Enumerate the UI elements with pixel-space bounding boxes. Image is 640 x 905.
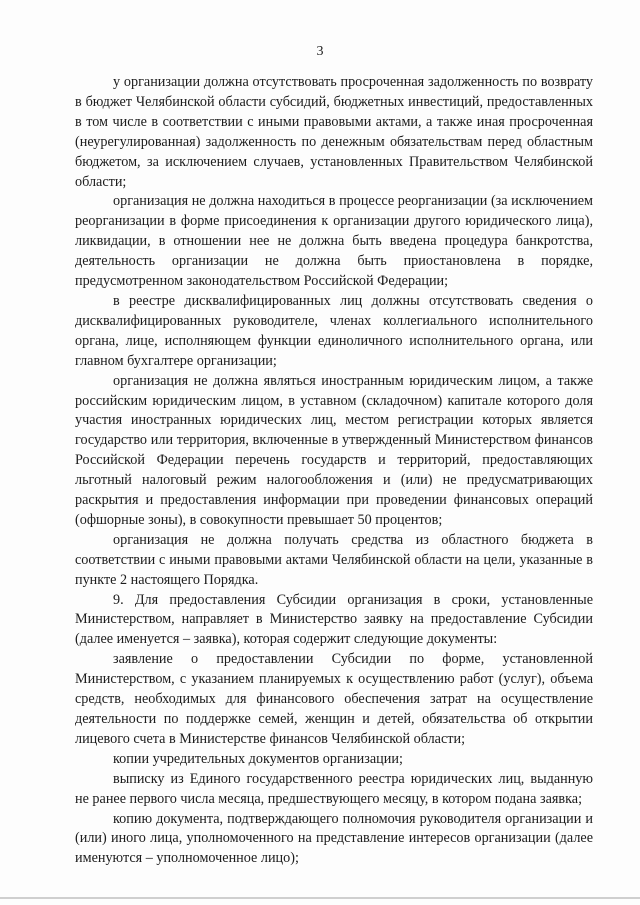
paragraph-application: заявление о предоставлении Субсидии по форме, установленной Министерством, с указанием планируемых к осуществлению работ (услуг), объема средств, необходимых для финансового обеспечения затрат на осуществление деятельности по поддержке семей, женщин и детей, обязательства об открытии лицевого счета в Министерстве финансов Челябинской области; (75, 651, 593, 747)
bottom-rule (0, 897, 640, 899)
paragraph-authority-document: копию документа, подтверждающего полномочия руководителя организации и (или) иного лица, уполномоченного на представление интересов организации (далее именуются – уполномоченное лицо); (75, 810, 593, 867)
paragraph-registry-extract: выписку из Единого государственного реестра юридических лиц, выданную не ранее первого числа месяца, предшествующего месяцу, в котором подана заявка; (75, 770, 593, 807)
page-number: 3 (316, 44, 324, 59)
paragraph-item-9: 9. Для предоставления Субсидии организация в сроки, установленные Министерством, направляет в Министерство заявку на предоставление Субсидии (далее именуется – заявка), которая содержит следующие документы: (75, 591, 593, 648)
paragraph-reorganization-requirement: организация не должна находиться в процессе реорганизации (за исключением реорганизации в форме присоединения к организации другого юридического лица), ликвидации, в отношении нее не должна быть введена процедура банкротства, деятельность организации не должна быть приостановлена в порядке, предусмотренном законодательством Российской Федерации; (75, 193, 593, 290)
paragraph-charter-copies: копии учредительных документов организации; (113, 750, 403, 767)
paragraph-no-other-funding: организация не должна получать средства из областного бюджета в соответствии с иными правовыми актами Челябинской области на цели, указанные в пункте 2 настоящего Порядка. (75, 531, 593, 588)
paragraph-disqualified-persons: в реестре дисквалифицированных лиц должны отсутствовать сведения о дисквалифицированных руководителе, членах коллегиального исполнительного органа, лице, исполняющем функции единоличного исполнительного органа, или главном бухгалтере организации; (75, 292, 593, 369)
paragraph-foreign-entity: организация не должна являться иностранным юридическим лицом, а также российским юридическим лицом, в уставном (складочном) капитале которого доля участия иностранных юридических лиц, местом регистрации которых является государство или территория, включенные в утвержденный Министерством финансов Российской Федерации перечень государств и территорий, предоставляющих льготный налоговый режим налогообложения и (или) не предусматривающих раскрытия и предоставления информации при проведении финансовых операций (офшорные зоны), в совокупности превышает 50 процентов; (75, 372, 593, 528)
document-body (75, 73, 593, 869)
paragraph-debt-requirement: у организации должна отсутствовать просроченная задолженность по возврату в бюджет Челябинской области субсидий, бюджетных инвестиций, предоставленных в том числе в соответствии с иными правовыми актами, а также иная просроченная (неурегулированная) задолженность по денежным обязательствам перед областным бюджетом, за исключением случаев, установленных Правительством Челябинской области; (75, 74, 593, 190)
